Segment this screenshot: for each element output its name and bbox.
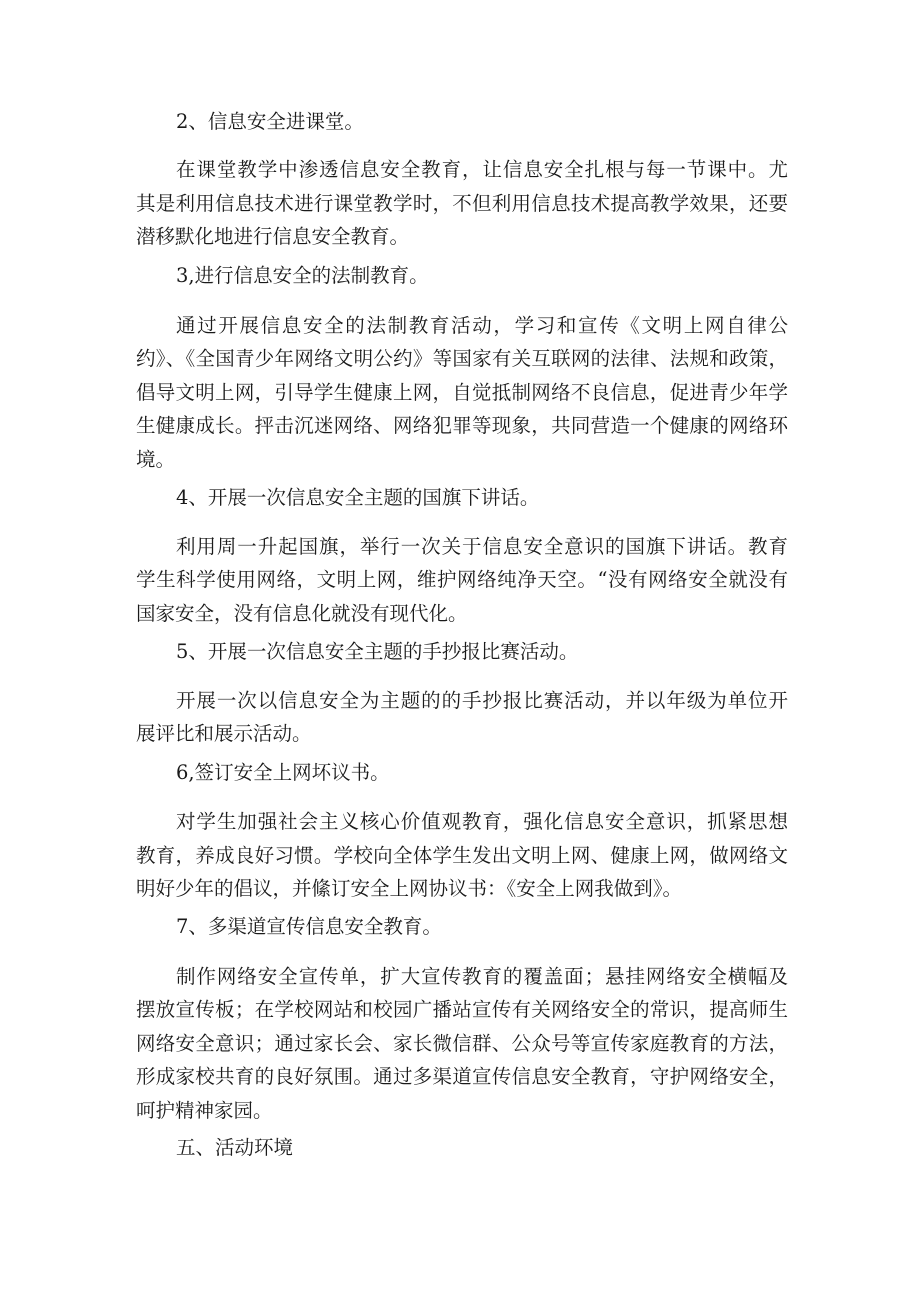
paragraph-line: 对学生加强社会主义核心价值观教育，强化信息安全意识，抓紧思想 bbox=[176, 810, 788, 833]
paragraph-line: 明好少年的倡议，并絛订安全上网协议书：《安全上网我做到》。 bbox=[136, 877, 683, 900]
section-heading: 7、多渠道宣传信息安全教育。 bbox=[176, 915, 442, 938]
paragraph-line: 展评比和展示活动。 bbox=[136, 722, 312, 745]
section-heading: 5、开展一次信息安全主题的手抄报比赛活动。 bbox=[176, 640, 579, 663]
paragraph-line: 约》、《全国青少年网络文明公约》等国家有关互联网的法律、法规和政策， bbox=[136, 347, 788, 370]
paragraph-line: 网络安全意识；通过家长会、家长微信群、公众号等宣传家庭教育的方法， bbox=[136, 1032, 788, 1055]
paragraph-line: 通过开展信息安全的法制教育活动，学习和宣传《文明上网自律公 bbox=[176, 314, 788, 337]
paragraph-line: 制作网络安全宣传单，扩大宣传教育的覆盖面；悬挂网络安全横幅及 bbox=[176, 965, 788, 988]
section-heading: 6,签订安全上网坏议书。 bbox=[176, 761, 390, 784]
paragraph-line: 摆放宣传板；在学校网站和校园广播站宣传有关网络安全的常识，提高师生 bbox=[136, 998, 788, 1021]
section-heading: 3,进行信息安全的法制教育。 bbox=[176, 264, 429, 287]
paragraph-line: 开展一次以信息安全为主题的的手抄报比赛活动，并以年级为单位开 bbox=[176, 689, 788, 712]
paragraph-line: 倡导文明上网，引导学生健康上网，自觉抵制网络不良信息，促进青少年学 bbox=[136, 381, 788, 404]
paragraph-line: 形成家校共育的良好氛围。通过多渠道宣传信息安全教育，守护网络安全， bbox=[136, 1065, 788, 1088]
paragraph-line: 生健康成长。抨击沉迷网络、网络犯罪等现象，共同营造一个健康的网络环 bbox=[136, 414, 788, 437]
paragraph-line: 在课堂教学中渗透信息安全教育，让信息安全扎根与每一节课中。尤 bbox=[176, 158, 788, 181]
paragraph-line: 潜移默化地进行信息安全教育。 bbox=[136, 225, 410, 248]
paragraph-line: 国家安全，没有信息化就没有现代化。 bbox=[136, 602, 468, 625]
paragraph-line: 学生科学使用网络，文明上网，维护网络纯净天空。“没有网络安全就没有 bbox=[136, 568, 788, 591]
paragraph-line: 教育，养成良好习惯。学校向全体学生发出文明上网、健康上网，做网络文 bbox=[136, 844, 788, 867]
paragraph-line: 呵护精神家园。 bbox=[136, 1099, 273, 1122]
section-heading: 4、开展一次信息安全主题的国旗下讲话。 bbox=[176, 486, 540, 509]
section-heading: 五、活动环境 bbox=[176, 1136, 294, 1159]
paragraph-line: 利用周一升起国旗，举行一次关于信息安全意识的国旗下讲话。教育 bbox=[176, 535, 788, 558]
paragraph-line: 境。 bbox=[136, 448, 176, 471]
section-heading: 2、信息安全进课堂。 bbox=[176, 110, 364, 133]
paragraph-line: 其是利用信息技术进行课堂教学时，不但利用信息技术提高教学效果，还要 bbox=[136, 192, 788, 215]
